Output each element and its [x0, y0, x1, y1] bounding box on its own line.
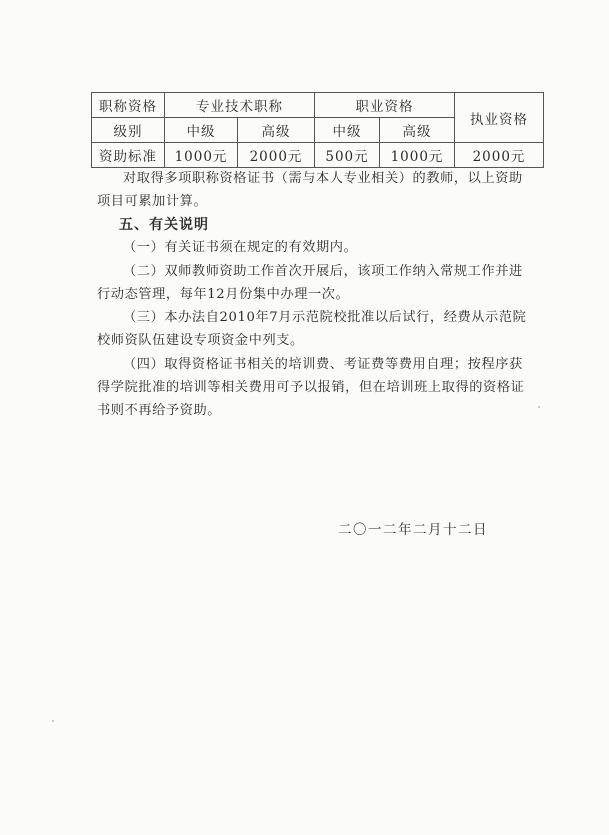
table-row: [92, 143, 544, 168]
item-2-paragraph: （二）双师教师资助工作首次开展后，该项工作纳入常规工作并进行动态管理，每年12月份集中办理一次。: [97, 264, 523, 302]
table-header-cell: 高级: [238, 118, 315, 143]
multi-cert-paragraph: 对取得多项职称资格证书（需与本人专业相关）的教师，以上资助项目可累加计算。: [97, 171, 523, 209]
table-cell: 1000元: [380, 143, 455, 168]
table-cell: 2000元: [455, 143, 544, 168]
scan-speck: [538, 406, 540, 408]
item-3-paragraph: （三）本办法自2010年7月示范院校批准以后试行，经费从示范院校师资队伍建设专项资金中列支。: [97, 310, 527, 348]
item-4-paragraph: （四）取得资格证书相关的培训费、考证费等费用自理；按程序获得学院批准的培训等相关费用可予以报销，但在培训班上取得的资格证书则不再给予资助。: [97, 357, 525, 418]
table-cell: 500元: [315, 143, 380, 168]
table-header-cell: 职业资格: [315, 93, 455, 118]
section-heading: 五、有关说明: [119, 217, 209, 233]
scan-speck: [52, 720, 54, 722]
item-1-paragraph: （一）有关证书须在规定的有效期内。: [123, 240, 358, 255]
table-cell: 资助标准: [92, 143, 165, 168]
table-header-cell: 中级: [315, 118, 380, 143]
table-header-cell: 职称资格: [92, 93, 165, 118]
table-header-cell: 专业技术职称: [165, 93, 315, 118]
table-cell: 1000元: [165, 143, 238, 168]
signature-date: 二〇一二年二月十二日: [338, 522, 488, 538]
table-header-cell: 高级: [380, 118, 455, 143]
grant-standard-table: [91, 92, 544, 168]
table-header-cell: 中级: [165, 118, 238, 143]
table-header-row-1: [92, 93, 544, 118]
table-cell: 2000元: [238, 143, 315, 168]
table-header-cell: 级别: [92, 118, 165, 143]
table-header-cell: 执业资格: [455, 93, 544, 143]
